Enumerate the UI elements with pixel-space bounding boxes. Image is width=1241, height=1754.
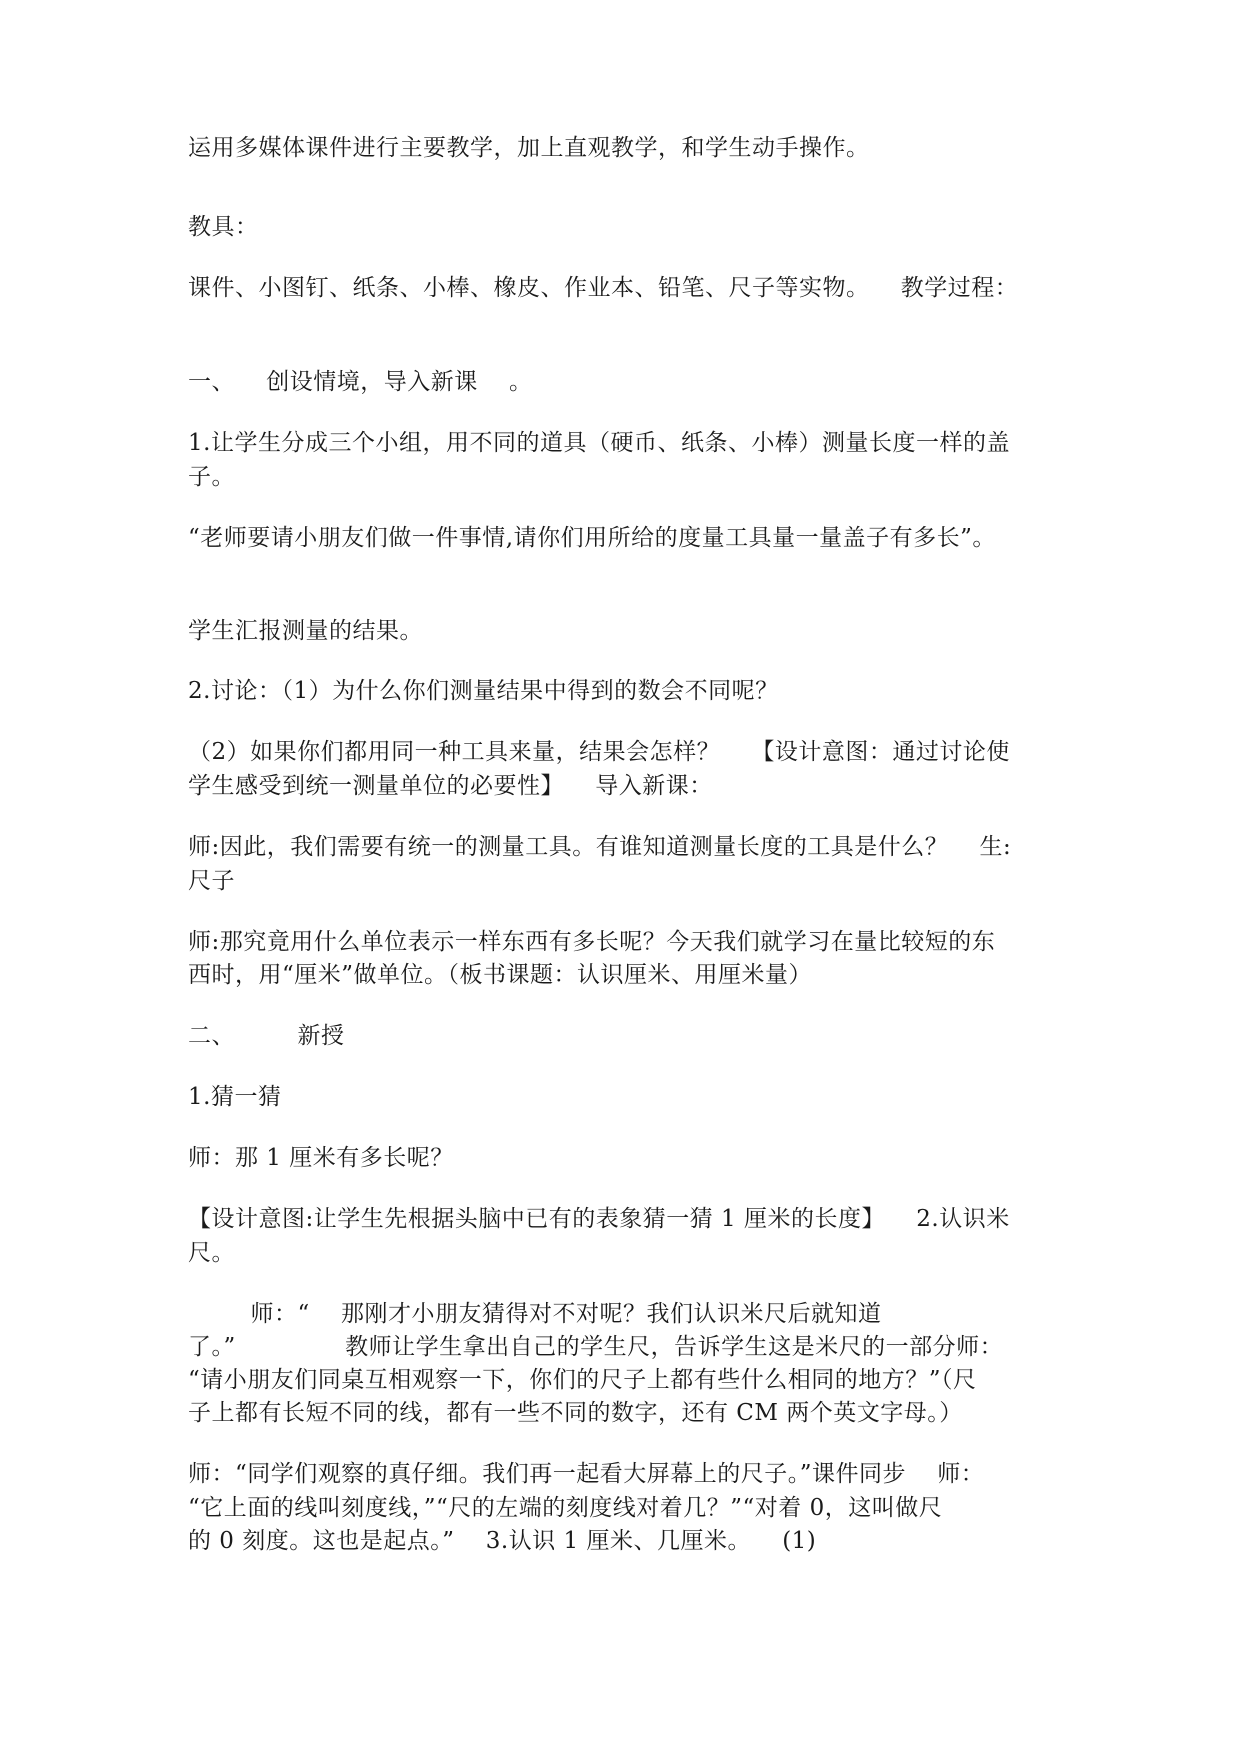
text-line: 课件、小图钉、纸条、小棒、橡皮、作业本、铅笔、尺子等实物。 教学过程： bbox=[188, 275, 1019, 301]
text-line: 2.讨论：（1）为什么你们测量结果中得到的数会不同呢？ bbox=[188, 678, 779, 704]
text-line: 师：那 1 厘米有多长呢？ bbox=[188, 1145, 454, 1171]
text-line: 教具： bbox=[188, 214, 259, 240]
text-line: 师:那究竟用什么单位表示一样东西有多长呢？今天我们就学习在量比较短的东 bbox=[188, 929, 996, 955]
text-line: 1.让学生分成三个小组，用不同的道具（硬币、纸条、小棒）测量长度一样的盖 bbox=[188, 430, 1010, 456]
text-line: 师：“ 那刚才小朋友猜得对不对呢？我们认识米尺后就知道 bbox=[188, 1301, 882, 1327]
text-line: 子上都有长短不同的线，都有一些不同的数字，还有 CM 两个英文字母。） bbox=[188, 1400, 963, 1426]
text-line: 1.猜一猜 bbox=[188, 1084, 282, 1110]
text-line: 尺子 bbox=[188, 868, 235, 894]
section-heading: 二、 新授 bbox=[188, 1023, 345, 1049]
text-line: 子。 bbox=[188, 464, 235, 490]
text-line: “老师要请小朋友们做一件事情,请你们用所给的度量工具量一量盖子有多长”。 bbox=[188, 525, 996, 551]
text-line: 学生汇报测量的结果。 bbox=[188, 618, 423, 644]
text-line: 学生感受到统一测量单位的必要性】 导入新课： bbox=[188, 773, 713, 799]
text-line: 师:因此，我们需要有统一的测量工具。有谁知道测量长度的工具是什么？ 生: bbox=[188, 834, 1012, 860]
text-line: 了。” 教师让学生拿出自己的学生尺，告诉学生这是米尺的一部分师： bbox=[188, 1334, 1004, 1360]
text-line: 【设计意图:让学生先根据头脑中已有的表象猜一猜 1 厘米的长度】 2.认识米 bbox=[188, 1206, 1010, 1232]
text-line: （2）如果你们都用同一种工具来量，结果会怎样？ 【设计意图：通过讨论使 bbox=[188, 739, 1010, 765]
section-heading: 一、 创设情境，导入新课 。 bbox=[188, 369, 533, 395]
text-line: 西时，用“厘米”做单位。（板书课题：认识厘米、用厘米量） bbox=[188, 962, 813, 988]
text-line: 师：“同学们观察的真仔细。我们再一起看大屏幕上的尺子。”课件同步 师： bbox=[188, 1461, 985, 1487]
text-line: “它上面的线叫刻度线，”“尺的左端的刻度线对着几？”“对着 0，这叫做尺 bbox=[188, 1495, 943, 1521]
text-line: 运用多媒体课件进行主要教学，加上直观教学，和学生动手操作。 bbox=[188, 135, 870, 161]
text-line: “请小朋友们同桌互相观察一下，你们的尺子上都有些什么相同的地方？”（尺 bbox=[188, 1367, 977, 1393]
text-line: 的 0 刻度。这也是起点。” 3.认识 1 厘米、几厘米。 (1) bbox=[188, 1528, 817, 1554]
text-line: 尺。 bbox=[188, 1240, 235, 1266]
